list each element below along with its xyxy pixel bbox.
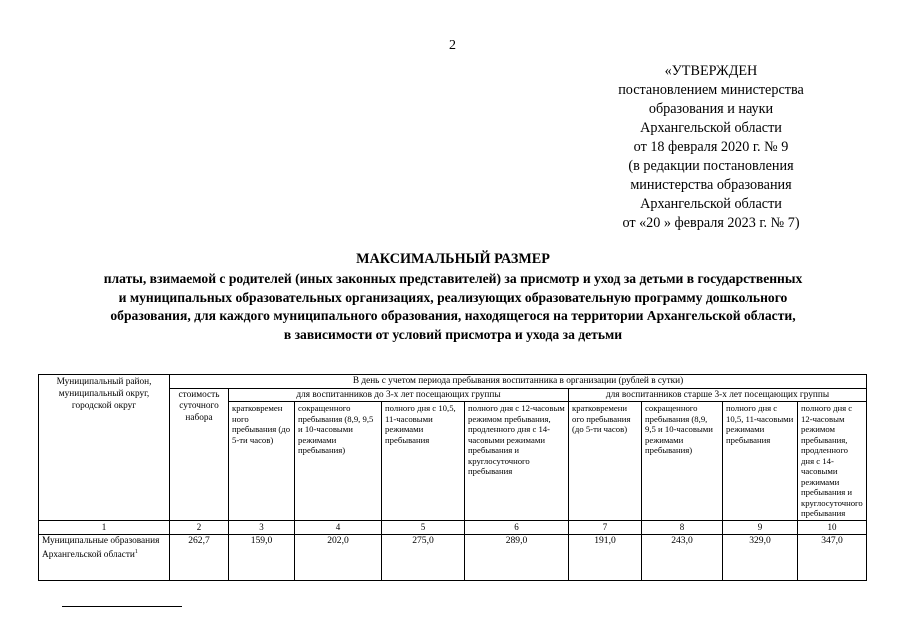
column-header: полного дня с 10,5, 11-часовыми режимами пребывания	[382, 402, 465, 521]
column-header: кратковремен ного пребывания (до 5-ти часов)	[229, 402, 295, 521]
page-number: 2	[449, 38, 456, 53]
row-label: Муниципальные образования Архангельской области	[42, 535, 160, 561]
column-header: полного дня с 10,5, 11-часовыми режимами пребывания	[723, 402, 798, 521]
column-number: 10	[798, 520, 867, 534]
column-number: 7	[569, 520, 642, 534]
column-header: сокращенного пребывания (8,9, 9,5 и 10-часовыми режимами пребывания)	[642, 402, 723, 521]
table-cell: 159,0	[229, 534, 295, 580]
column-number: 9	[723, 520, 798, 534]
document-title-block	[40, 250, 866, 344]
approval-line: от 18 февраля 2020 г. № 9	[633, 139, 789, 155]
daily-cost-header: стоимость суточного набора	[170, 388, 229, 520]
group-under3-header: для воспитанников до 3-х лет посещающих группы	[229, 388, 569, 402]
table-row	[39, 534, 867, 580]
column-number: 2	[170, 520, 229, 534]
footnote-separator	[62, 606, 182, 607]
approval-line: образования и науки	[648, 101, 774, 117]
approval-line: «УТВЕРЖДЕН	[664, 63, 758, 79]
approval-line: постановлением министерства	[618, 82, 804, 98]
approval-line: министерства образования	[630, 177, 792, 193]
approval-line: (в редакции постановления	[628, 158, 794, 174]
table-header-row	[39, 375, 867, 389]
column-number: 6	[465, 520, 569, 534]
approval-line: Архангельской области	[640, 120, 782, 136]
footnote-marker: 1	[134, 549, 138, 555]
table-cell: 202,0	[295, 534, 382, 580]
column-number: 5	[382, 520, 465, 534]
column-number: 3	[229, 520, 295, 534]
period-header: В день с учетом периода пребывания воспитанника в организации (рублей в сутки)	[170, 375, 867, 389]
table-cell: 191,0	[569, 534, 642, 580]
column-number: 1	[39, 520, 170, 534]
approval-line: Архангельской области	[640, 196, 782, 212]
approval-line: от «20 » февраля 2023 г. № 7)	[622, 215, 800, 231]
row-label-cell	[39, 534, 170, 580]
approval-stamp	[598, 62, 824, 233]
subtitle-line: и муниципальных образовательных организациях, реализующих образовательную программу дошкольного	[118, 289, 788, 305]
column-number: 4	[295, 520, 382, 534]
column-header: кратковремени ого пребывания (до 5-ти часов)	[569, 402, 642, 521]
subtitle-line: в зависимости от условий присмотра и ухода за детьми	[283, 326, 623, 342]
fee-table	[38, 374, 867, 581]
column-number-row	[39, 520, 867, 534]
column-number: 8	[642, 520, 723, 534]
table-cell: 329,0	[723, 534, 798, 580]
subtitle-line: платы, взимаемой с родителей (иных законных представителей) за присмотр и уход за детьми в государственных	[103, 271, 803, 286]
group-over3-header: для воспитанников старше 3-х лет посещающих группы	[569, 388, 867, 402]
table-cell: 347,0	[798, 534, 867, 580]
table-cell: 243,0	[642, 534, 723, 580]
municipality-header: Муниципальный район, муниципальный округ, городской округ	[39, 375, 170, 521]
table-cell: 275,0	[382, 534, 465, 580]
table-cell: 289,0	[465, 534, 569, 580]
table-cell: 262,7	[170, 534, 229, 580]
document-title: МАКСИМАЛЬНЫЙ РАЗМЕР	[356, 251, 550, 267]
column-header: полного дня с 12-часовым режимом пребывания, продленного дня с 14-часовыми режимами пребывания и круглосуточного пребывания	[798, 402, 867, 521]
column-header: сокращенного пребывания (8,9, 9,5 и 10-часовыми режимами пребывания)	[295, 402, 382, 521]
subtitle-line: образования, для каждого муниципального образования, находящегося на территории Архангельской области,	[110, 308, 796, 323]
column-header: полного дня с 12-часовым режимом пребывания, продленного дня с 14-часовыми режимами пребывания и круглосуточного пребывания	[465, 402, 569, 521]
